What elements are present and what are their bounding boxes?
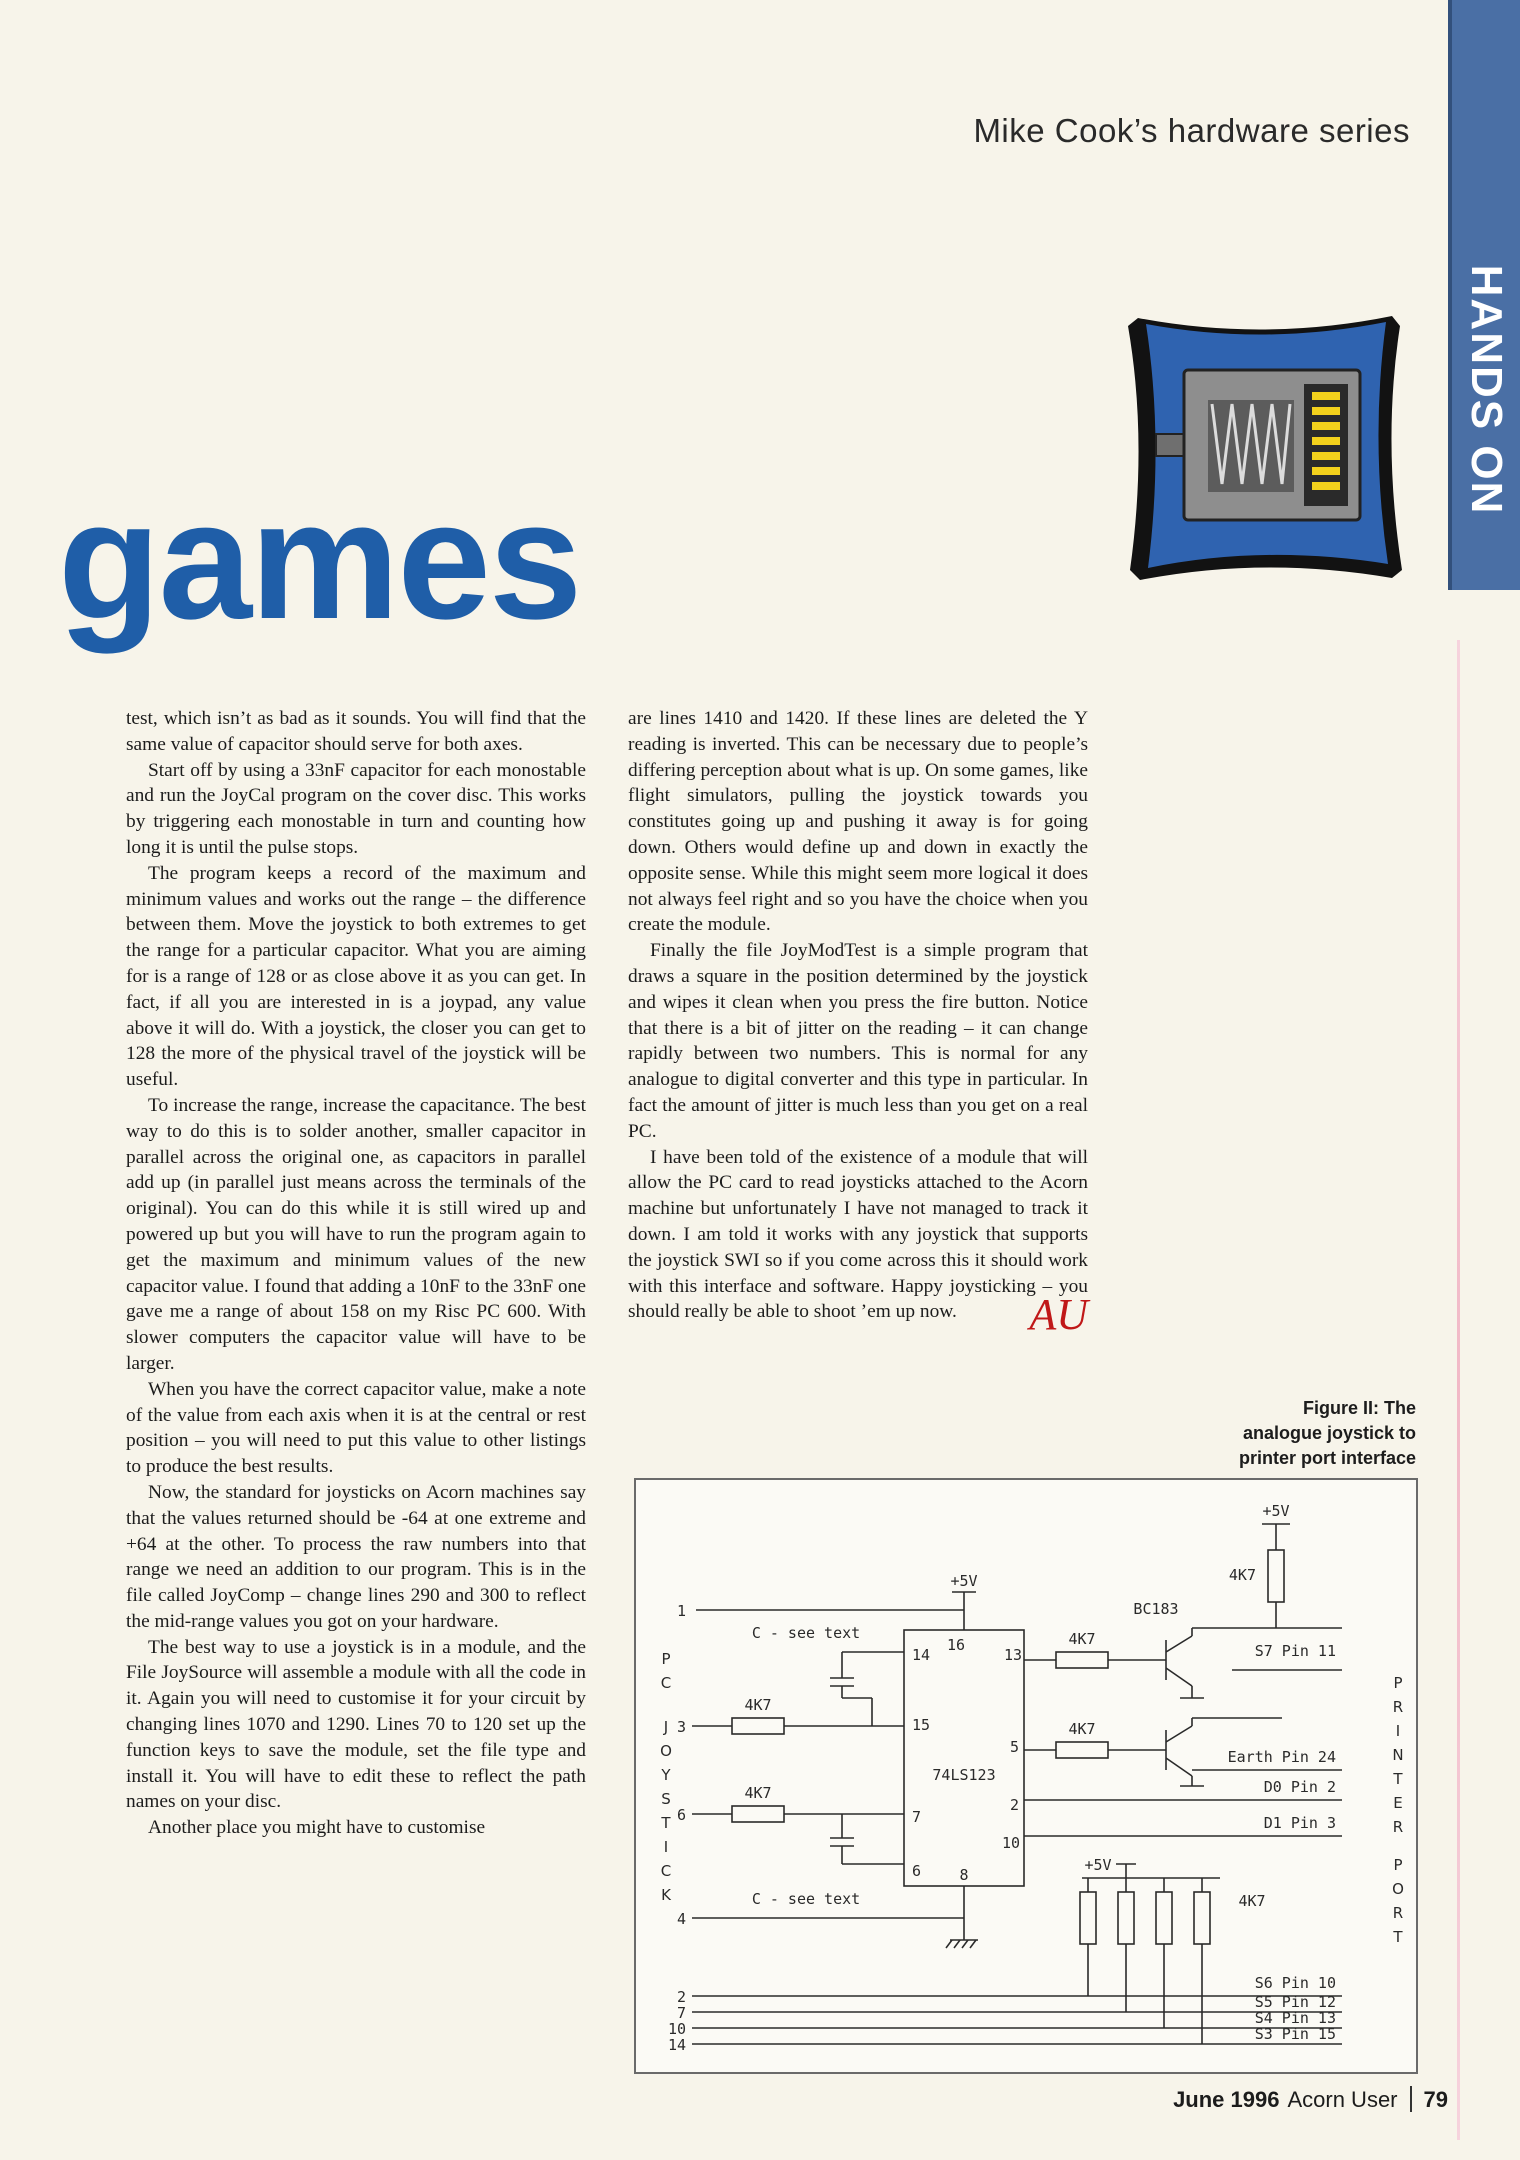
joystick-pin-label: 1 bbox=[676, 1602, 686, 1620]
printer-pin-label: S4 Pin 13 bbox=[1254, 2009, 1336, 2027]
paragraph: Finally the file JoyModTest is a simple program that draws a square in the position determined by the joystick and wipes it clean when you press the fire button. Notice that there is a bit of jitter on the reading – it can change rapidly between two numbers. This is normal for any analogue to digital converter and this type in particular. In fact the amount of jitter is much less than you get on a real PC. bbox=[628, 940, 1088, 1142]
printer-pin-label: S6 Pin 10 bbox=[1254, 1974, 1336, 1992]
printer-pin-label: D0 Pin 2 bbox=[1263, 1778, 1336, 1796]
printer-pin-label: S3 Pin 15 bbox=[1254, 2025, 1336, 2043]
caption-line: printer port interface bbox=[1238, 1448, 1416, 1468]
circuit-schematic bbox=[634, 1478, 1418, 2074]
joystick-pin-label: 3 bbox=[676, 1718, 686, 1736]
svg-text:T: T bbox=[1393, 1928, 1403, 1946]
joystick-pin-label: 6 bbox=[676, 1806, 686, 1824]
resistor bbox=[732, 1718, 784, 1734]
paragraph-text: I have been told of the existence of a module that will allow the PC card to read joysticks attached to the Acorn machine but unfortunately I have not managed to track it down. I am told it works with any joystick that supports the joystick SWI so if you come across this it should work with this interface and software. Happy joysticking – you should really be able to shoot ’em up now. bbox=[628, 1146, 1088, 1323]
ic-pin-label: 8 bbox=[959, 1866, 969, 1884]
section-tab-label: HANDS ON bbox=[1462, 264, 1511, 516]
ic-pin-label: 10 bbox=[1002, 1834, 1021, 1852]
supply-label: +5V bbox=[950, 1572, 978, 1590]
resistor-value: 4K7 bbox=[1238, 1892, 1266, 1910]
svg-text:E: E bbox=[1393, 1794, 1403, 1812]
svg-text:C: C bbox=[660, 1862, 672, 1880]
caption-line: Figure II: The bbox=[1302, 1398, 1416, 1418]
publication-name: Acorn User bbox=[1287, 2087, 1398, 2112]
svg-text:C: C bbox=[660, 1674, 672, 1692]
resistor-value: 4K7 bbox=[744, 1784, 772, 1802]
ic-pin-label: 15 bbox=[912, 1716, 931, 1734]
svg-text:R: R bbox=[1392, 1818, 1404, 1836]
paragraph: Start off by using a 33nF capacitor for each monostable and run the JoyCal program on the cover disc. This works by triggering each monostable in turn and counting how long it is until the pulse stops. bbox=[126, 759, 586, 858]
joystick-pin-label: 7 bbox=[676, 2004, 686, 2022]
resistor-value: 4K7 bbox=[744, 1696, 772, 1714]
page-number: 79 bbox=[1423, 2087, 1448, 2112]
svg-text:Y: Y bbox=[661, 1766, 671, 1784]
article-column-1 bbox=[126, 706, 586, 1841]
svg-text:K: K bbox=[661, 1886, 671, 1904]
svg-text:P: P bbox=[661, 1650, 671, 1668]
capacitor-note: C - see text bbox=[751, 1624, 861, 1642]
left-port-label bbox=[660, 1650, 672, 1904]
ic-pin-label: 13 bbox=[1004, 1646, 1023, 1664]
svg-text:P: P bbox=[1393, 1856, 1403, 1874]
svg-text:P: P bbox=[1393, 1674, 1403, 1692]
svg-text:J: J bbox=[663, 1718, 669, 1736]
paragraph: are lines 1410 and 1420. If these lines are deleted the Y reading is inverted. This can be necessary due to people’s differing perception about what is up. On some games, like flight simulators, pulling the joystick towards you constitutes going up and pushing it away is for going down. Others would define up and down in exactly the opposite sense. While this might seem more logical it does not always feel right and so you have the choice when you create the module. bbox=[628, 708, 1088, 936]
ic-pin-label: 14 bbox=[912, 1646, 931, 1664]
paragraph: Another place you might have to customise bbox=[148, 1817, 486, 1839]
paragraph: The program keeps a record of the maximum and minimum values and works out the range – the difference between them. Move the joystick to both extremes to get the range for a particular capacitor. What you are aiming for is a range of 128 or as close above it as you can get. In fact, if all you are interested in is a joypad, any value above it will do. With a joystick, the closer you can get to 128 the more of the physical travel of the joystick will be useful. bbox=[126, 862, 586, 1091]
paragraph: test, which isn’t as bad as it sounds. You will find that the same value of capacitor should serve for both axes. bbox=[126, 708, 586, 755]
article-column-2 bbox=[628, 706, 1088, 1340]
printer-pin-label: D1 Pin 3 bbox=[1263, 1814, 1336, 1832]
capacitor-note: C - see text bbox=[751, 1890, 861, 1908]
printer-pin-label: S7 Pin 11 bbox=[1254, 1642, 1336, 1660]
chip-label: 74LS123 bbox=[932, 1766, 996, 1784]
paragraph: The best way to use a joystick is in a module, and the File JoySource will assemble a module with all the code in it. Again you will need to customise it for your circuit by changing lines 1070 and 1290. Lines 70 to 120 set up the function keys to save the module, set the file type and install it. You will have to edit these to reflect the path names on your disc. bbox=[126, 1636, 586, 1813]
resistor-value: 4K7 bbox=[1068, 1720, 1096, 1738]
svg-text:S: S bbox=[661, 1790, 671, 1808]
joystick-pin-label: 14 bbox=[667, 2036, 686, 2054]
svg-text:I: I bbox=[663, 1838, 669, 1856]
resistor-bank bbox=[1080, 1878, 1210, 2044]
ic-pin-label: 5 bbox=[1010, 1738, 1020, 1756]
transistor-label: BC183 bbox=[1133, 1600, 1179, 1618]
svg-text:N: N bbox=[1392, 1746, 1404, 1764]
printer-pin-label: Earth Pin 24 bbox=[1227, 1748, 1336, 1766]
ic-pin-label: 6 bbox=[912, 1862, 922, 1880]
svg-text:O: O bbox=[1392, 1880, 1404, 1898]
printer-pin-label: S5 Pin 12 bbox=[1254, 1993, 1336, 2011]
svg-text:I: I bbox=[1395, 1722, 1401, 1740]
paragraph: To increase the range, increase the capacitance. The best way to do this is to solder another, smaller capacitor in parallel across the original one, as capacitors in parallel add up (in parallel just means across the terminals of the original). You can do this while it is still wired up and powered up but you will have to run the program again to get the maximum and minimum values of the new capacitor value. I found that adding a 10nF to the 33nF one gave me a range of about 158 on my Risc PC 600. With slower computers the capacitor value will have to be larger. bbox=[126, 1094, 586, 1374]
supply-label: +5V bbox=[1084, 1856, 1112, 1874]
footer-divider bbox=[1410, 2086, 1412, 2112]
resistor bbox=[1056, 1742, 1108, 1758]
svg-text:T: T bbox=[1393, 1770, 1403, 1788]
supply-label: +5V bbox=[1262, 1502, 1290, 1520]
paragraph: Now, the standard for joysticks on Acorn machines say that the values returned should be -64 at one extreme and +64 at the other. To process the raw numbers into that range we need an addition to our program. This is in the file called JoyComp – change lines 290 and 300 to reflect the mid-range values you got on your hardware. bbox=[126, 1481, 586, 1632]
ic-pin-label: 16 bbox=[946, 1636, 966, 1654]
figure-caption bbox=[1176, 1396, 1416, 1471]
svg-text:O: O bbox=[660, 1742, 672, 1760]
ic-pin-label: 7 bbox=[912, 1808, 922, 1826]
resistor-value: 4K7 bbox=[1068, 1630, 1096, 1648]
caption-line: analogue joystick to bbox=[1242, 1423, 1416, 1443]
svg-text:R: R bbox=[1392, 1698, 1404, 1716]
page-edge-line bbox=[1457, 640, 1460, 2140]
section-tab bbox=[1448, 0, 1520, 590]
resistor bbox=[732, 1806, 784, 1822]
series-title: Mike Cook’s hardware series bbox=[973, 112, 1410, 149]
joystick-pin-label: 10 bbox=[667, 2020, 686, 2038]
resistor bbox=[1268, 1550, 1284, 1602]
paragraph bbox=[628, 1145, 1088, 1340]
end-mark-logo: AU bbox=[1029, 1290, 1088, 1340]
headline: games bbox=[58, 466, 581, 654]
resistor bbox=[1056, 1652, 1108, 1668]
hardware-logo-icon bbox=[1124, 312, 1408, 584]
svg-text:T: T bbox=[661, 1814, 671, 1832]
page-footer bbox=[1173, 2086, 1448, 2113]
paragraph: When you have the correct capacitor value, make a note of the value from each axis when it is at the central or rest position – you will need to put this value to other listings to produce the best results. bbox=[126, 1378, 586, 1478]
joystick-pin-label: 2 bbox=[676, 1988, 686, 2006]
ic-pin-label: 2 bbox=[1010, 1796, 1020, 1814]
right-port-label bbox=[1392, 1674, 1404, 1946]
joystick-pin-label: 4 bbox=[676, 1910, 686, 1928]
svg-text:R: R bbox=[1392, 1904, 1404, 1922]
resistor-value: 4K7 bbox=[1228, 1566, 1256, 1584]
issue-date: June 1996 bbox=[1173, 2087, 1280, 2112]
